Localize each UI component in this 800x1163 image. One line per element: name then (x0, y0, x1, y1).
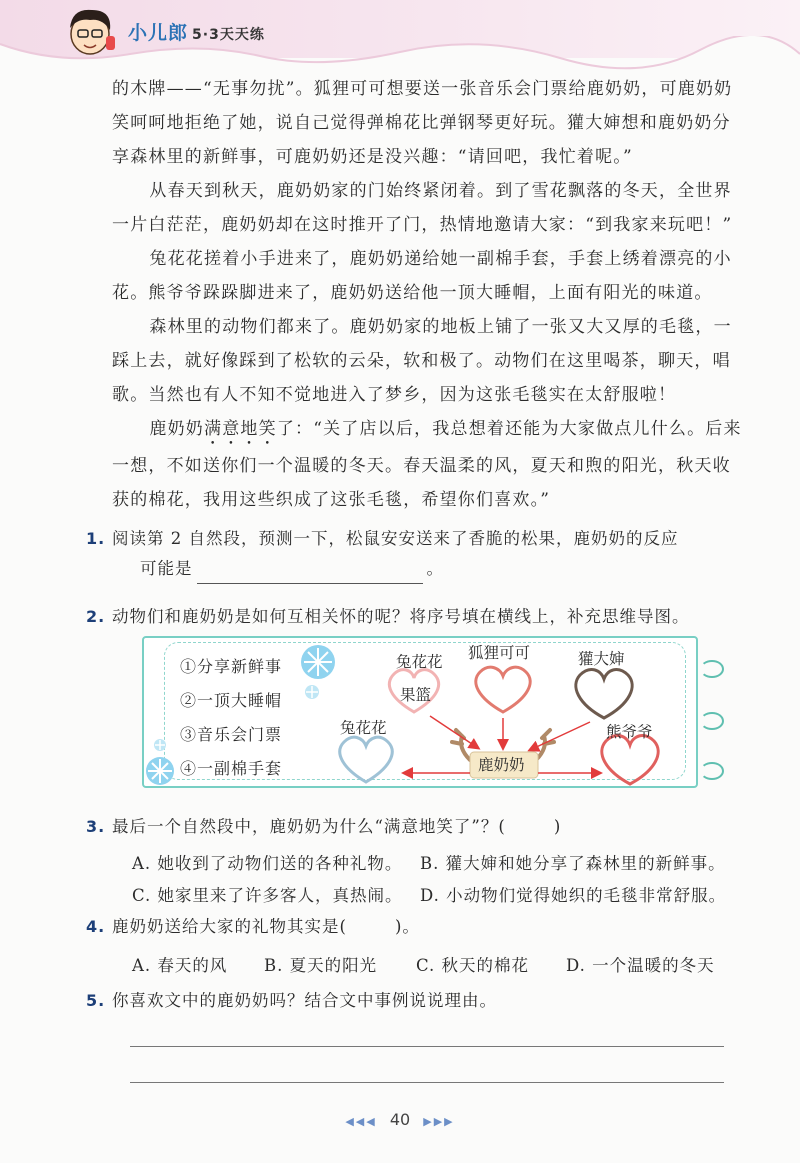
p5-rest: 了：“关了店以后，我总想着还能为大家做点儿什么。后来一想，不如送你们一个温暖的冬天。春天温柔的风，夏天和煦的阳光，秋天收获的棉花，我用这些织成了这张毛毯，希望你们喜欢。” (112, 419, 742, 510)
question-3 (86, 812, 752, 842)
option-3d: D. 小动物们觉得她织的毛毯非常舒服。 (420, 886, 727, 905)
question-number: 5. (86, 991, 106, 1010)
mindmap-option-4: ④一副棉手套 (180, 759, 283, 778)
mindmap-option-2: ②一顶大睡帽 (180, 691, 283, 710)
node-gift-basket: 果篮 (400, 686, 432, 704)
option-3b: B. 獾大婶和她分享了森林里的新鲜事。 (420, 854, 726, 873)
option-4b: B. 夏天的阳光 (264, 956, 378, 975)
question-text: 可能是 (140, 559, 193, 578)
p5-emphasis: 满意地笑 (204, 419, 277, 439)
option-4d: D. 一个温暖的冬天 (566, 956, 715, 975)
question-text: 你喜欢文中的鹿奶奶吗？结合文中事例说说理由。 (112, 991, 497, 1010)
mindmap-option-3: ③音乐会门票 (180, 725, 283, 744)
answer-line[interactable] (130, 1082, 724, 1083)
node-label-rabbit-bottom: 兔花花 (340, 719, 387, 737)
paragraph-3: 兔花花搓着小手进来了，鹿奶奶递给她一副棉手套，手套上绣着漂亮的小花。熊爷爷跺跺脚进来了，鹿奶奶送给他一顶大睡帽，上面有阳光的味道。 (112, 249, 732, 303)
option-3a: A. 她收到了动物们送的各种礼物。 (132, 854, 403, 873)
node-label-bear: 熊爷爷 (606, 723, 653, 741)
mindmap-option-1: ①分享新鲜事 (180, 657, 283, 676)
page-footer (0, 1110, 800, 1129)
question-text: 。 (426, 559, 444, 578)
paragraph-2: 从春天到秋天，鹿奶奶家的门始终紧闭着。到了雪花飘落的冬天，全世界一片白茫茫，鹿奶奶却在这时推开了门，热情地邀请大家：“到我家来玩吧！” (112, 181, 733, 235)
p5-lead: 鹿奶奶 (149, 419, 204, 439)
center-label: 鹿奶奶 (478, 756, 525, 774)
node-label-fox: 狐狸可可 (468, 644, 531, 662)
brand-name: 小儿郎 (128, 22, 189, 44)
question-text: 动物们和鹿奶奶是如何互相关怀的呢？将序号填在横线上，补充思维导图。 (112, 607, 690, 626)
question-number: 2. (86, 607, 106, 626)
question-text: ) (553, 817, 562, 836)
question-text: )。 (394, 917, 420, 936)
answer-line[interactable] (130, 1046, 724, 1047)
paragraph-4: 森林里的动物们都来了。鹿奶奶家的地板上铺了一张又大又厚的毛毯，一踩上去，就好像踩到了松软的云朵，软和极了。动物们在这里喝茶，聊天，唱歌。当然也有人不知不觉地进入了梦乡，因为这张毛毯实在太舒服啦！ (112, 317, 732, 405)
option-3c: C. 她家里来了许多客人，真热闹。 (132, 886, 403, 905)
question-number: 1. (86, 529, 106, 548)
question-text: 阅读第 2 自然段，预测一下，松鼠安安送来了香脆的松果，鹿奶奶的反应 (112, 529, 679, 548)
question-4 (86, 912, 752, 942)
page-number: 40 (389, 1110, 411, 1129)
question-number: 3. (86, 817, 106, 836)
heart-fox (476, 667, 530, 712)
snowflake-icon (301, 645, 335, 679)
heart-rabbit-bottom (340, 737, 392, 782)
next-arrows-icon: ▶▶▶ (423, 1115, 455, 1128)
snowflake-icon (146, 757, 174, 785)
snowflake-icon (305, 685, 319, 699)
brand-series: 5·3天天练 (192, 27, 265, 43)
question-5 (86, 986, 752, 1016)
option-4a: A. 春天的风 (132, 956, 228, 975)
question-text: 鹿奶奶送给大家的礼物其实是( (112, 917, 347, 936)
arrow (530, 722, 590, 750)
option-4c: C. 秋天的棉花 (416, 956, 530, 975)
question-text: 最后一个自然段中，鹿奶奶为什么“满意地笑了”？( (112, 817, 506, 836)
heart-badger (576, 669, 632, 718)
heart-bear (602, 735, 658, 784)
node-label-rabbit-top: 兔花花 (396, 653, 443, 671)
paragraph-1: 的木牌——“无事勿扰”。狐狸可可想要送一张音乐会门票给鹿奶奶，可鹿奶奶笑呵呵地拒绝了她，说自己觉得弹棉花比弹钢琴更好玩。獾大婶想和鹿奶奶分享森林里的新鲜事，可鹿奶奶还是没兴趣：“请回吧，我忙着呢。” (112, 79, 733, 167)
prev-arrows-icon: ◀◀◀ (345, 1115, 377, 1128)
question-number: 4. (86, 917, 106, 936)
node-label-badger: 獾大婶 (578, 650, 625, 668)
snowflake-icon (154, 739, 166, 751)
